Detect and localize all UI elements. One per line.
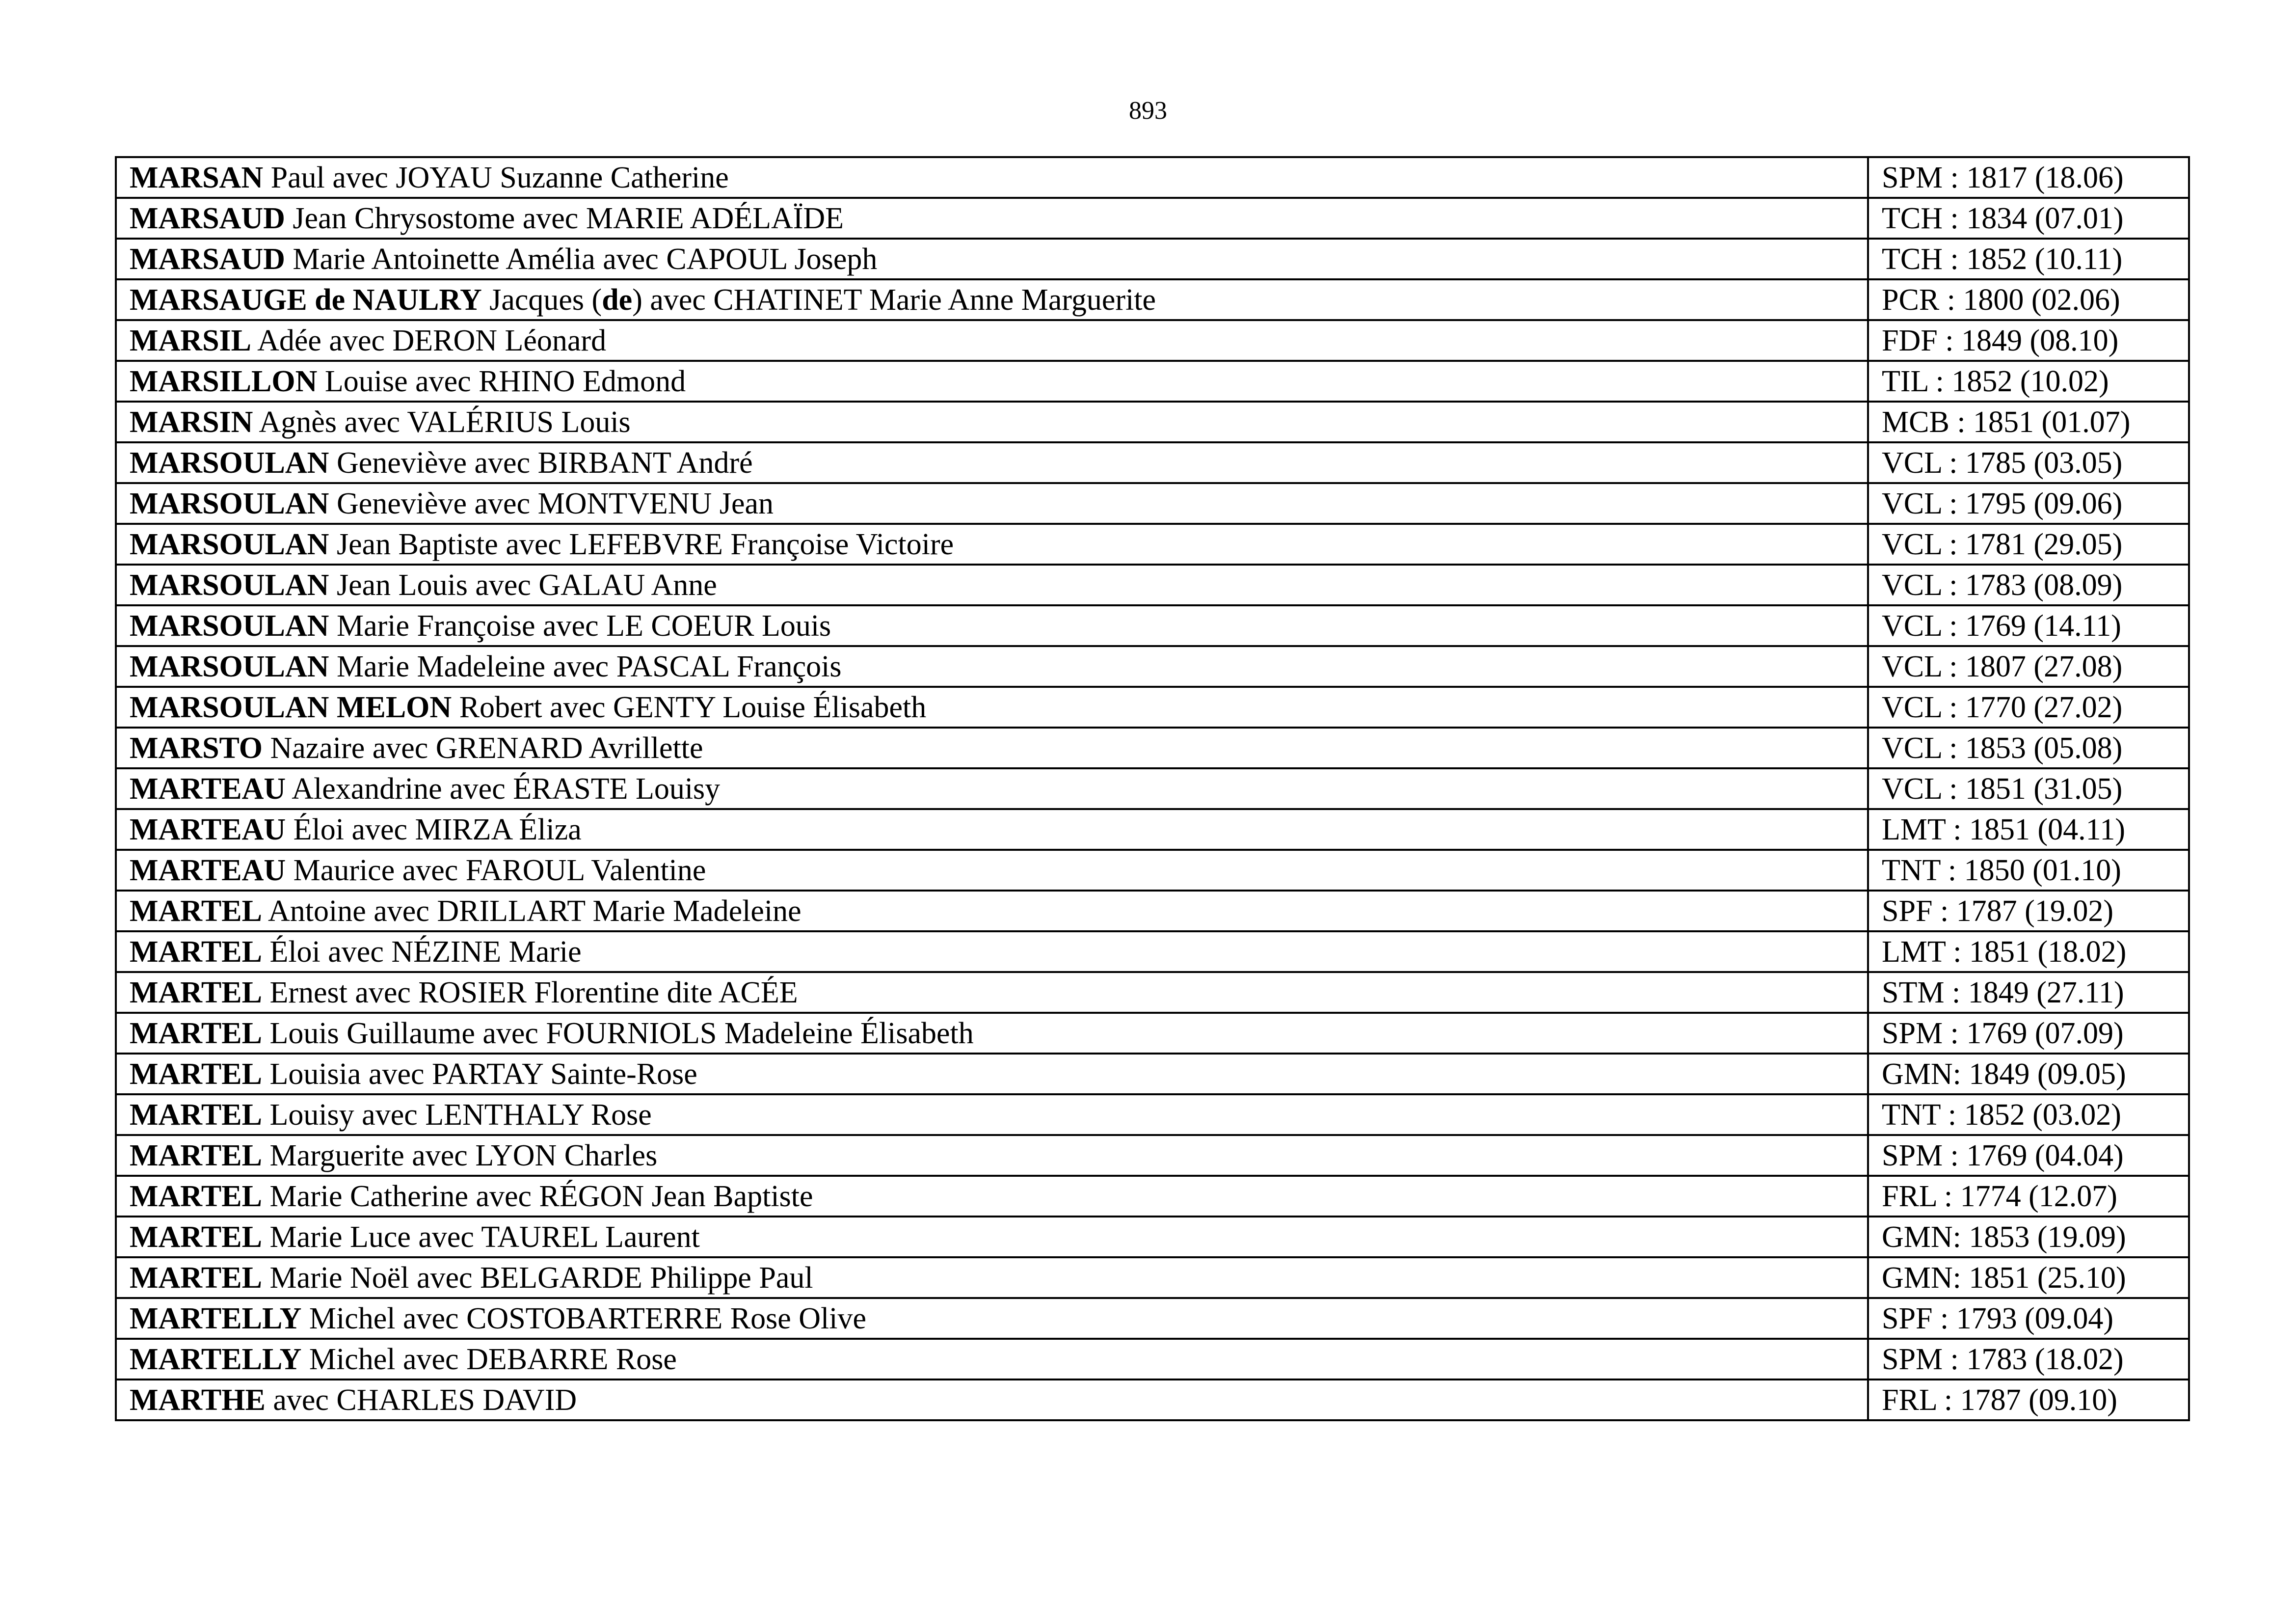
surname: MARSIN	[130, 405, 253, 439]
parish-date-cell: SPF : 1793 (09.04)	[1868, 1298, 2189, 1339]
spouse-details: Paul avec JOYAU Suzanne Catherine	[263, 161, 729, 194]
spouse-details: Jean Baptiste avec LEFEBVRE Françoise Victoire	[329, 527, 954, 561]
surname: MARTEL	[130, 1138, 262, 1172]
surname: MARSILLON	[130, 364, 318, 398]
spouses-cell	[116, 198, 1868, 239]
table-row	[116, 1013, 2189, 1054]
spouses-cell	[116, 1298, 1868, 1339]
spouse-details: Michel avec COSTOBARTERRE Rose Olive	[301, 1301, 867, 1335]
spouses-cell	[116, 239, 1868, 279]
spouse-details: Marie Madeleine avec PASCAL François	[329, 649, 842, 683]
table-row	[116, 728, 2189, 768]
surname: MARTEL	[130, 894, 262, 928]
surname: MARSAUGE de NAULRY	[130, 283, 482, 317]
spouses-cell	[116, 320, 1868, 361]
spouses-cell	[116, 483, 1868, 524]
parish-date-cell: FRL : 1787 (09.10)	[1868, 1380, 2189, 1420]
spouse-details: Marie Catherine avec RÉGON Jean Baptiste	[262, 1179, 813, 1213]
spouse-details: Marie Noël avec BELGARDE Philippe Paul	[262, 1261, 813, 1295]
register-body	[116, 157, 2189, 1420]
spouse-details: Robert avec GENTY Louise Élisabeth	[452, 690, 927, 724]
parish-date-cell: MCB : 1851 (01.07)	[1868, 402, 2189, 442]
surname: MARTEL	[130, 1220, 262, 1254]
spouses-cell	[116, 524, 1868, 565]
surname: MARSTO	[130, 731, 263, 765]
spouse-details: Marie Luce avec TAUREL Laurent	[262, 1220, 700, 1254]
spouses-cell	[116, 931, 1868, 972]
parish-date-cell: SPM : 1769 (04.04)	[1868, 1135, 2189, 1176]
spouses-cell	[116, 646, 1868, 687]
spouses-cell	[116, 850, 1868, 891]
spouse-details: Marie Françoise avec LE COEUR Louis	[329, 609, 831, 643]
spouses-cell	[116, 1257, 1868, 1298]
name-particle: de	[602, 283, 633, 317]
spouse-details: Geneviève avec MONTVENU Jean	[329, 487, 774, 520]
parish-date-cell: TNT : 1852 (03.02)	[1868, 1094, 2189, 1135]
table-row	[116, 1217, 2189, 1257]
spouses-cell	[116, 1217, 1868, 1257]
surname: MARTELLY	[130, 1342, 302, 1376]
spouses-cell	[116, 728, 1868, 768]
parish-date-cell: VCL : 1781 (29.05)	[1868, 524, 2189, 565]
spouses-cell	[116, 891, 1868, 931]
surname: MARSAUD	[130, 242, 285, 276]
surname: MARTEAU	[130, 812, 286, 846]
surname: MARSOULAN	[130, 487, 329, 520]
surname: MARTEL	[130, 1057, 262, 1091]
marriage-register-table	[115, 156, 2190, 1421]
page-number: 893	[1129, 97, 1167, 125]
spouses-cell	[116, 972, 1868, 1013]
spouses-cell	[116, 687, 1868, 728]
surname: MARTEL	[130, 1016, 262, 1050]
spouse-details: Adée avec DERON Léonard	[251, 324, 607, 357]
spouse-details: Antoine avec DRILLART Marie Madeleine	[262, 894, 801, 928]
spouse-details: Louisy avec LENTHALY Rose	[262, 1098, 652, 1132]
table-row	[116, 157, 2189, 198]
surname: MARSOULAN	[130, 527, 329, 561]
spouses-cell	[116, 1380, 1868, 1420]
table-row	[116, 972, 2189, 1013]
table-row	[116, 483, 2189, 524]
spouse-details: Marie Antoinette Amélia avec CAPOUL Joseph	[285, 242, 878, 276]
spouses-cell	[116, 157, 1868, 198]
parish-date-cell: SPF : 1787 (19.02)	[1868, 891, 2189, 931]
table-row	[116, 1176, 2189, 1217]
spouses-cell	[116, 1176, 1868, 1217]
surname: MARSOULAN	[130, 446, 329, 480]
parish-date-cell: LMT : 1851 (18.02)	[1868, 931, 2189, 972]
spouses-cell	[116, 605, 1868, 646]
table-row	[116, 239, 2189, 279]
surname: MARSIL	[130, 324, 252, 357]
parish-date-cell: VCL : 1770 (27.02)	[1868, 687, 2189, 728]
parish-date-cell: SPM : 1783 (18.02)	[1868, 1339, 2189, 1380]
spouse-details: avec CHARLES DAVID	[265, 1383, 577, 1417]
table-row	[116, 279, 2189, 320]
surname: MARSOULAN MELON	[130, 690, 452, 724]
table-row	[116, 402, 2189, 442]
parish-date-cell: VCL : 1853 (05.08)	[1868, 728, 2189, 768]
table-row	[116, 1257, 2189, 1298]
table-row	[116, 850, 2189, 891]
parish-date-cell: VCL : 1785 (03.05)	[1868, 442, 2189, 483]
spouse-details: Éloi avec MIRZA Éliza	[286, 812, 582, 846]
spouse-details: Agnès avec VALÉRIUS Louis	[253, 405, 631, 439]
parish-date-cell: VCL : 1769 (14.11)	[1868, 605, 2189, 646]
parish-date-cell: TCH : 1834 (07.01)	[1868, 198, 2189, 239]
spouse-details: Éloi avec NÉZINE Marie	[262, 935, 582, 969]
parish-date-cell: TNT : 1850 (01.10)	[1868, 850, 2189, 891]
table-row	[116, 1094, 2189, 1135]
spouse-details: Ernest avec ROSIER Florentine dite ACÉE	[262, 975, 798, 1009]
table-row	[116, 524, 2189, 565]
surname: MARSAUD	[130, 201, 285, 235]
surname: MARTEL	[130, 1261, 262, 1295]
spouse-details: Louisia avec PARTAY Sainte-Rose	[262, 1057, 697, 1091]
parish-date-cell: STM : 1849 (27.11)	[1868, 972, 2189, 1013]
parish-date-cell: FRL : 1774 (12.07)	[1868, 1176, 2189, 1217]
table-row	[116, 768, 2189, 809]
parish-date-cell: SPM : 1769 (07.09)	[1868, 1013, 2189, 1054]
surname: MARTEL	[130, 975, 262, 1009]
parish-date-cell: LMT : 1851 (04.11)	[1868, 809, 2189, 850]
spouse-details-continued: ) avec CHATINET Marie Anne Marguerite	[632, 283, 1156, 317]
spouses-cell	[116, 402, 1868, 442]
table-row	[116, 646, 2189, 687]
parish-date-cell: GMN: 1853 (19.09)	[1868, 1217, 2189, 1257]
surname: MARTHE	[130, 1383, 266, 1417]
parish-date-cell: TIL : 1852 (10.02)	[1868, 361, 2189, 402]
table-row	[116, 565, 2189, 605]
parish-date-cell: GMN: 1849 (09.05)	[1868, 1054, 2189, 1094]
spouses-cell	[116, 1339, 1868, 1380]
spouse-details: Louis Guillaume avec FOURNIOLS Madeleine Élisabeth	[262, 1016, 974, 1050]
spouses-cell	[116, 1054, 1868, 1094]
parish-date-cell: VCL : 1807 (27.08)	[1868, 646, 2189, 687]
spouse-details: Jacques (	[481, 283, 602, 317]
spouse-details: Michel avec DEBARRE Rose	[301, 1342, 677, 1376]
table-row	[116, 1298, 2189, 1339]
spouse-details: Marguerite avec LYON Charles	[262, 1138, 658, 1172]
spouse-details: Maurice avec FAROUL Valentine	[286, 853, 706, 887]
table-row	[116, 1380, 2189, 1420]
spouse-details: Louise avec RHINO Edmond	[317, 364, 686, 398]
surname: MARTEAU	[130, 772, 286, 806]
spouses-cell	[116, 768, 1868, 809]
parish-date-cell: SPM : 1817 (18.06)	[1868, 157, 2189, 198]
table-row	[116, 687, 2189, 728]
table-row	[116, 1135, 2189, 1176]
table-row	[116, 809, 2189, 850]
table-row	[116, 198, 2189, 239]
surname: MARTEL	[130, 935, 262, 969]
surname: MARTEL	[130, 1098, 262, 1132]
table-row	[116, 1054, 2189, 1094]
spouses-cell	[116, 1135, 1868, 1176]
parish-date-cell: VCL : 1851 (31.05)	[1868, 768, 2189, 809]
spouse-details: Alexandrine avec ÉRASTE Louisy	[286, 772, 721, 806]
spouse-details: Geneviève avec BIRBANT André	[329, 446, 753, 480]
spouses-cell	[116, 809, 1868, 850]
spouses-cell	[116, 1013, 1868, 1054]
spouses-cell	[116, 1094, 1868, 1135]
surname: MARTEAU	[130, 853, 286, 887]
parish-date-cell: VCL : 1783 (08.09)	[1868, 565, 2189, 605]
parish-date-cell: TCH : 1852 (10.11)	[1868, 239, 2189, 279]
spouse-details: Jean Chrysostome avec MARIE ADÉLAÏDE	[285, 201, 844, 235]
parish-date-cell: GMN: 1851 (25.10)	[1868, 1257, 2189, 1298]
table-row	[116, 891, 2189, 931]
table-row	[116, 361, 2189, 402]
spouses-cell	[116, 442, 1868, 483]
surname: MARSOULAN	[130, 649, 329, 683]
table-row	[116, 605, 2189, 646]
surname: MARSOULAN	[130, 568, 329, 602]
parish-date-cell: PCR : 1800 (02.06)	[1868, 279, 2189, 320]
surname: MARSOULAN	[130, 609, 329, 643]
parish-date-cell: FDF : 1849 (08.10)	[1868, 320, 2189, 361]
table-row	[116, 1339, 2189, 1380]
parish-date-cell: VCL : 1795 (09.06)	[1868, 483, 2189, 524]
spouses-cell	[116, 565, 1868, 605]
spouses-cell	[116, 361, 1868, 402]
spouse-details: Nazaire avec GRENARD Avrillette	[263, 731, 703, 765]
surname: MARTELLY	[130, 1301, 302, 1335]
surname: MARTEL	[130, 1179, 262, 1213]
table-row	[116, 320, 2189, 361]
table-row	[116, 931, 2189, 972]
spouse-details: Jean Louis avec GALAU Anne	[329, 568, 717, 602]
surname: MARSAN	[130, 161, 264, 194]
table-row	[116, 442, 2189, 483]
spouses-cell	[116, 279, 1868, 320]
